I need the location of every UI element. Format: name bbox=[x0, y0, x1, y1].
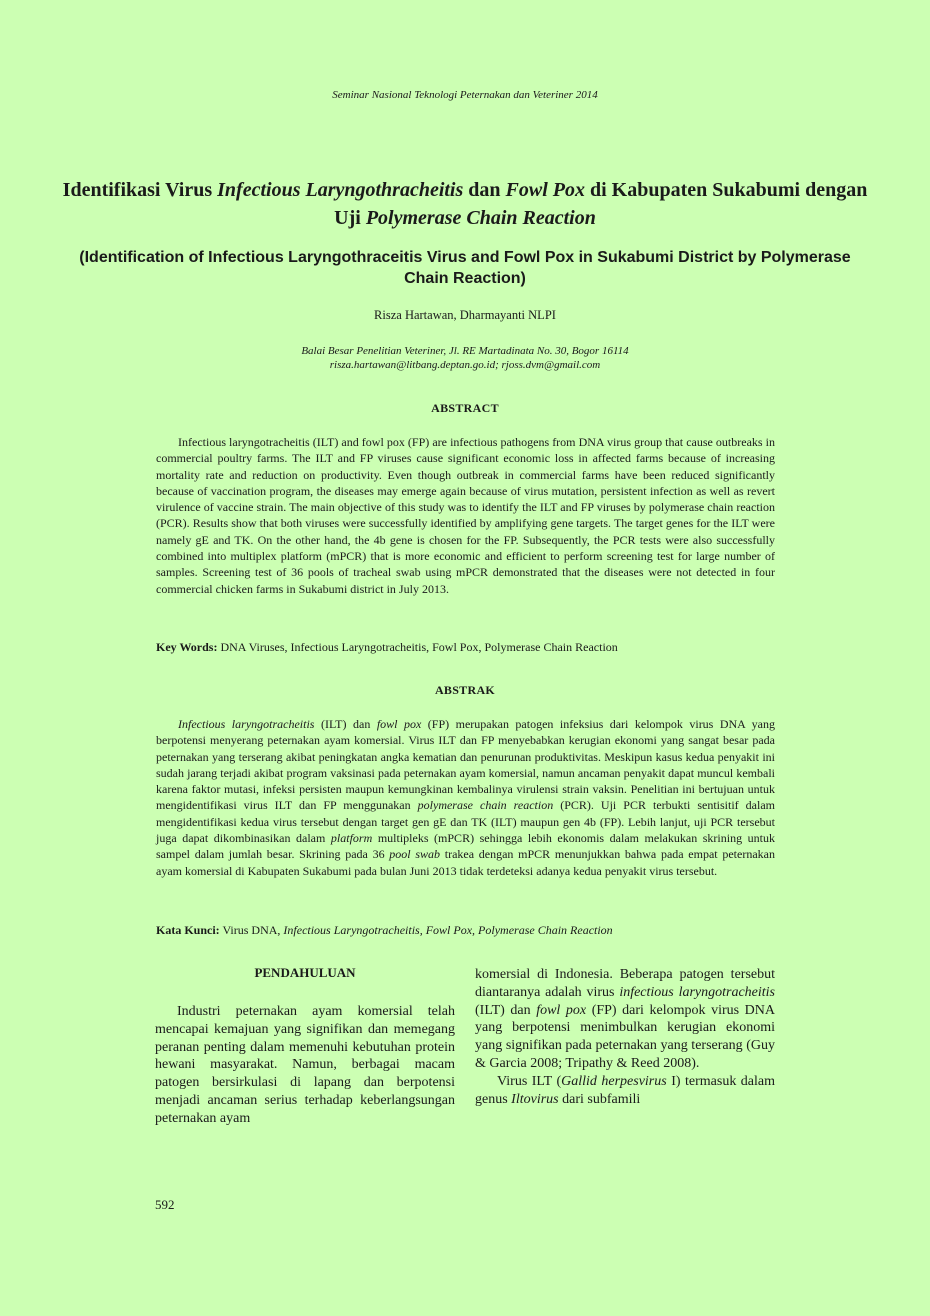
affiliation bbox=[0, 344, 930, 372]
abstract-body: Infectious laryngotracheitis (ILT) and fowl pox (FP) are infectious pathogens from DNA virus group that cause outbreaks in commercial poultry farms. The ILT and FP viruses cause significant economic loss in affected farms because of increasing mortality rate and reduction on productivity. Even though outbreak in commercial farms have been reduced significantly because of vaccination program, the diseases may emerge again because of virus mutation, persistent infection as well as revert virulence of vaccine strain. The main objective of this study was to identify the ILT and FP viruses by polymerase chain reaction (PCR). Results show that both viruses were successfully identified by amplifying gene targets. The target genes for the ILT were namely gE and TK. On the other hand, the 4b gene is chosen for the FP. Subsequently, the PCR tests were also successfully combined into multiplex platform (mPCR) that is more economic and efficient to perform screening test for large number of samples. Screening test of 36 pools of tracheal swab using mPCR demonstrated that the diseases were not detected in four commercial chicken farms in Sukabumi district in July 2013. bbox=[156, 435, 775, 596]
affiliation-address: Balai Besar Penelitian Veteriner, Jl. RE Martadinata No. 30, Bogor 16114 bbox=[301, 345, 629, 357]
affiliation-emails: risza.hartawan@litbang.deptan.go.id; rjoss.dvm@gmail.com bbox=[329, 359, 601, 371]
english-title: (Identification of Infectious Laryngothraceitis Virus and Fowl Pox in Sukabumi District by Polymerase Chain Reaction) bbox=[79, 249, 851, 287]
running-header: Seminar Nasional Teknologi Peternakan dan Veteriner 2014 bbox=[332, 89, 598, 101]
abstrak-body: Infectious laryngotracheitis (ILT) dan fowl pox (FP) merupakan patogen infeksius dari kelompok virus DNA yang berpotensi menyerang peternakan ayam komersial. Virus ILT dan FP menyebabkan kerugian ekonomi yang sangat besar pada peternakan yang terserang akibat peningkatan angka kematian dan penurunan produktivitas. Meskipun kasus kedua penyakit ini sudah jarang terjadi akibat program vaksinasi pada peternakan ayam komersial, namun ancaman penyakit dapat muncul kembali karena faktor mutasi, infeksi persisten maupun kemungkinan kembalinya virulensi strain vaksin. Penelitian ini bertujuan untuk mengidentifikasi virus ILT dan FP menggunakan polymerase chain reaction (PCR). Uji PCR terbukti sentisitif dalam mengidentifikasi kedua virus tersebut dengan target gen gE dan TK (ILT) maupun gen 4b (FP). Lebih lanjut, uji PCR tersebut juga dapat dikombinasikan dalam platform multipleks (mPCR) sehingga lebih ekonomis dalam melakukan skrining untuk sampel dalam jumlah besar. Skrining pada 36 pool swab trakea dengan mPCR menunjukkan bahwa pada empat peternakan ayam komersial di Kabupaten Sukabumi pada bulan Juni 2013 tidak terdeteksi adanya kedua penyakit virus tersebut. bbox=[156, 717, 776, 878]
intro-right-paragraph-2: Virus ILT (Gallid herpesvirus I) termasuk dalam genus Iltovirus dari subfamili bbox=[475, 1073, 775, 1107]
key-words: Key Words: DNA Viruses, Infectious Laryngotracheitis, Fowl Pox, Polymerase Chain Reaction bbox=[156, 640, 618, 654]
intro-right-paragraph-1: komersial di Indonesia. Beberapa patogen tersebut diantaranya adalah virus infectious laryngotracheitis (ILT) dan fowl pox (FP) dari kelompok virus DNA yang berpotensi menimbulkan kerugian ekonomi yang signifikan pada peternakan yang terserang (Guy & Garcia 2008; Tripathy & Reed 2008). bbox=[475, 967, 776, 1071]
intro-left-column: Industri peternakan ayam komersial telah mencapai kemajuan yang signifikan dan memegang peranan penting dalam memenuhi kebutuhan protein hewani masyarakat. Namun, berbagai macam patogen bersirkulasi di lapang dan berpotensi menjadi ancaman serius terhadap keberlangsungan peternakan ayam bbox=[155, 1004, 455, 1126]
abstrak-heading: ABSTRAK bbox=[434, 683, 496, 697]
page-number: 592 bbox=[155, 1197, 175, 1212]
authors: Risza Hartawan, Dharmayanti NLPI bbox=[374, 308, 556, 322]
intro-right-column bbox=[475, 966, 775, 1108]
section-heading-pendahuluan: PENDAHULUAN bbox=[254, 965, 356, 980]
key-words-label: Key Words: bbox=[156, 640, 218, 654]
abstract-heading: ABSTRACT bbox=[431, 401, 499, 415]
paper-title: Identifikasi Virus Infectious Laryngothracheitis dan Fowl Pox di Kabupaten Sukabumi dengan Uji Polymerase Chain Reaction bbox=[62, 179, 868, 229]
kata-kunci: Kata Kunci: Virus DNA, Infectious Laryngotracheitis, Fowl Pox, Polymerase Chain Reaction bbox=[156, 923, 613, 937]
kata-kunci-label: Kata Kunci: bbox=[156, 923, 220, 937]
